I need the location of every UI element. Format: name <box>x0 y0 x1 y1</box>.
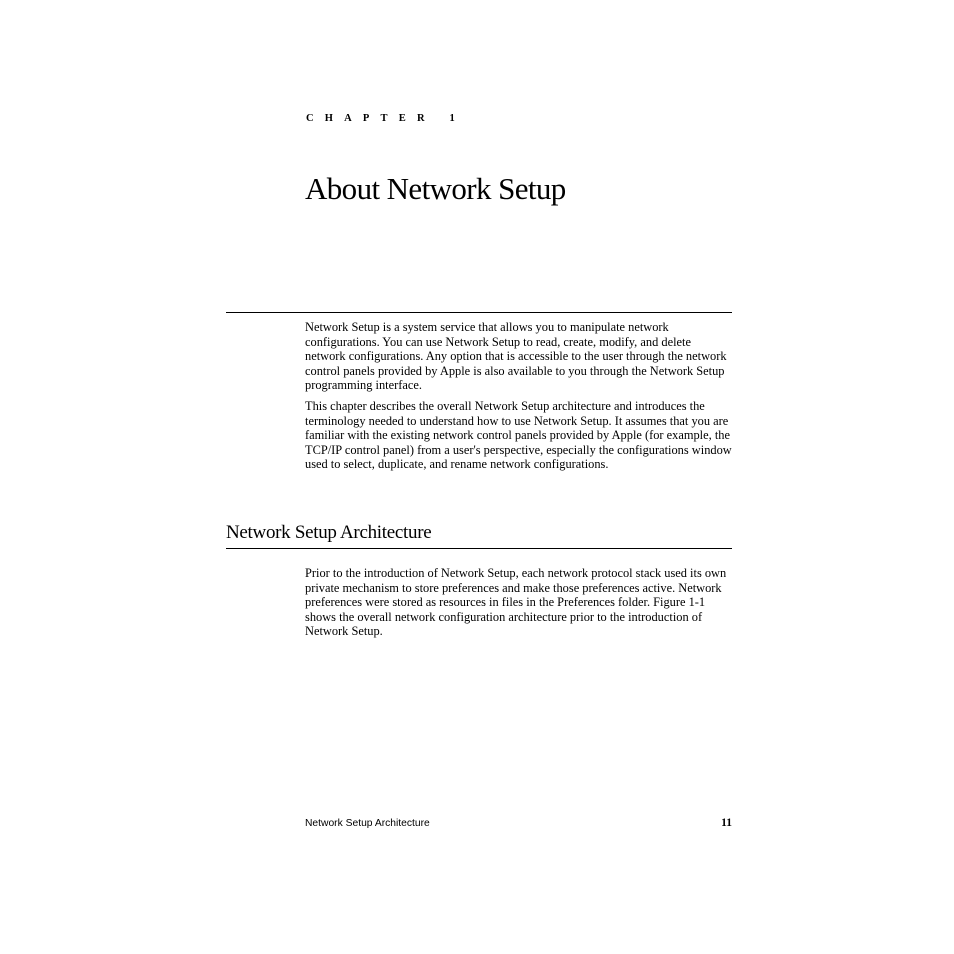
chapter-title: About Network Setup <box>305 171 566 206</box>
intro-paragraph: This chapter describes the overall Network Setup architecture and introduces the terminology needed to understand how to use Network Setup. It assumes that you are familiar with the existing network control panels provided by Apple (for example, the TCP/IP control panel) from a user's perspective, especially the configurations window used to select, duplicate, and rename network configurations. <box>305 398 732 472</box>
page-number: 11 <box>721 817 732 829</box>
section-paragraph: Prior to the introduction of Network Setup, each network protocol stack used its own private mechanism to store preferences and make those preferences active. Network preferences were stored as resources in files in the Preferences folder. Figure 1-1 shows the overall network configuration architecture prior to the introduction of Network Setup. <box>305 566 727 639</box>
intro-paragraph: Network Setup is a system service that allows you to manipulate network configurations. You can use Network Setup to read, create, modify, and delete network configurations. Any option that is accessible to the user through the network control panels provided by Apple is also available to you through the Network Setup programming interface. <box>305 320 727 393</box>
section-text <box>305 566 733 639</box>
footer-running-title: Network Setup Architecture <box>305 818 430 829</box>
chapter-label: CHAPTER 1 <box>306 113 467 124</box>
intro-text <box>305 320 733 472</box>
section-heading: Network Setup Architecture <box>226 522 432 543</box>
chapter-rule <box>226 312 732 313</box>
section-rule <box>226 548 732 549</box>
